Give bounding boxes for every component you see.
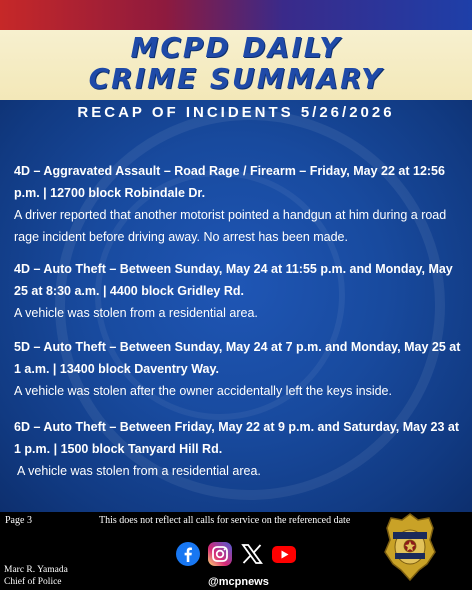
incident-panel (0, 100, 472, 512)
social-handle: @mcpnews (208, 576, 269, 588)
police-badge-icon (383, 512, 437, 582)
top-color-strip (0, 0, 472, 30)
recap-subtitle: RECAP OF INCIDENTS 5/26/2026 (77, 104, 395, 121)
facebook-icon[interactable] (175, 541, 201, 567)
chief-name: Marc R. Yamada (4, 565, 68, 575)
incident-item (14, 160, 462, 248)
incident-item (14, 258, 462, 324)
header-banner (0, 30, 472, 100)
page-number: Page 3 (5, 515, 32, 526)
disclaimer-text: This does not reflect all calls for service on the referenced date (99, 515, 351, 526)
page-title (0, 30, 472, 94)
x-icon[interactable] (239, 541, 265, 567)
incident-item (14, 416, 462, 482)
incident-heading: 4D – Auto Theft – Between Sunday, May 24 at 11:55 p.m. and Monday, May 25 at 8:30 a.m. | 4400 block Gridley Rd. (14, 262, 453, 298)
instagram-icon[interactable] (207, 541, 233, 567)
incident-description: A vehicle was stolen from a residential area. (17, 464, 261, 478)
incident-heading: 4D – Aggravated Assault – Road Rage / Firearm – Friday, May 22 at 12:56 p.m. | 12700 block Robindale Dr. (14, 164, 445, 200)
social-links (175, 541, 297, 571)
title-line-1: MCPD DAILY (130, 31, 342, 64)
incident-description: A vehicle was stolen from a residential area. (14, 306, 258, 320)
youtube-icon[interactable] (271, 541, 297, 567)
incident-heading: 5D – Auto Theft – Between Sunday, May 24 at 7 p.m. and Monday, May 25 at 1 a.m. | 13400 block Daventry Way. (14, 340, 461, 376)
chief-signature-block (4, 564, 68, 588)
incident-description: A vehicle was stolen after the owner accidentally left the keys inside. (14, 384, 392, 398)
incident-description: A driver reported that another motorist pointed a handgun at him during a road rage incident before driving away. No arrest has been made. (14, 208, 447, 244)
incident-heading: 6D – Auto Theft – Between Friday, May 22 at 9 p.m. and Saturday, May 23 at 1 p.m. | 1500 block Tanyard Hill Rd. (14, 420, 460, 456)
chief-title: Chief of Police (4, 577, 62, 587)
incident-item (14, 336, 462, 402)
title-line-2: CRIME SUMMARY (88, 62, 384, 95)
